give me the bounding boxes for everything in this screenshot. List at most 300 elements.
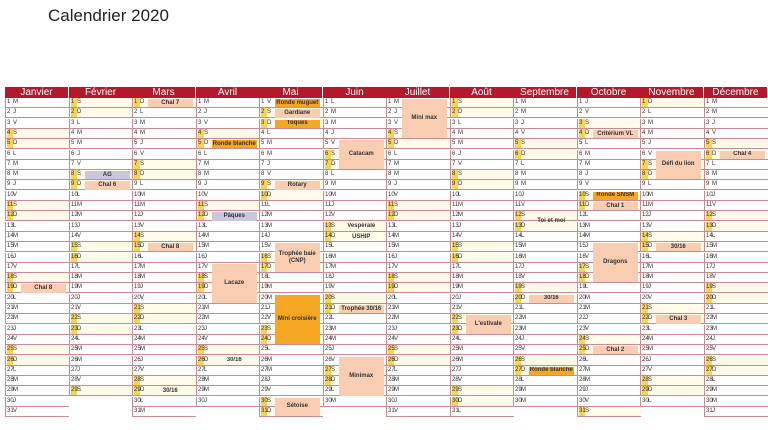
day-cell [196, 242, 260, 252]
day-number: 8 [642, 170, 648, 179]
day-cell [5, 180, 69, 190]
day-number: 18 [134, 274, 141, 281]
day-number: 1 [134, 98, 140, 107]
day-number: 16 [706, 253, 713, 260]
day-cell [704, 335, 768, 345]
day-cell [69, 253, 133, 263]
day-cell [704, 407, 768, 417]
weekday-letter: D [648, 387, 653, 394]
weekday-letter: D [204, 212, 209, 219]
weekday-letter: S [13, 346, 18, 353]
day-number: 24 [261, 335, 268, 342]
day-number: 3 [198, 119, 202, 126]
day-number: 23 [706, 325, 713, 332]
day-number: 19 [261, 284, 268, 291]
day-number: 14 [579, 232, 586, 239]
day-number: 6 [515, 150, 521, 159]
weekday-letter: M [140, 119, 145, 126]
day-number: 20 [642, 294, 649, 301]
weekday-letter: D [712, 150, 717, 157]
calendar-event[interactable]: Vespérale [347, 223, 376, 230]
weekday-letter: L [458, 335, 462, 342]
day-number: 23 [134, 325, 141, 332]
weekday-letter: L [267, 346, 271, 353]
day-number: 6 [642, 150, 646, 157]
day-number: 12 [706, 212, 713, 219]
day-number: 28 [7, 377, 14, 384]
day-cell [386, 407, 450, 417]
day-number: 5 [452, 140, 456, 147]
weekday-letter: S [204, 202, 209, 208]
weekday-letter: L [13, 222, 17, 229]
day-cell [640, 273, 704, 283]
calendar-event[interactable]: Défi du lion [656, 151, 701, 180]
weekday-letter: M [204, 171, 209, 178]
day-number: 2 [515, 109, 519, 116]
weekday-letter: J [204, 109, 207, 116]
day-number: 21 [71, 305, 78, 311]
weekday-letter: S [585, 119, 590, 126]
weekday-letter: J [140, 284, 143, 291]
day-cell [513, 232, 577, 242]
calendar-event[interactable]: Minimax [339, 357, 384, 396]
weekday-letter: D [331, 160, 336, 167]
day-number: 22 [7, 315, 14, 322]
calendar-event[interactable]: Critérium VL [593, 130, 638, 138]
calendar-event[interactable]: 30/16 [226, 357, 242, 364]
calendar-event[interactable]: Chal 8 [21, 284, 66, 292]
day-cell [132, 150, 196, 160]
month-header: Septembre [513, 87, 577, 98]
day-cell [577, 314, 641, 324]
day-number: 2 [198, 109, 202, 116]
day-number: 29 [71, 387, 78, 394]
weekday-letter: V [331, 356, 336, 363]
weekday-letter: D [521, 294, 526, 301]
weekday-letter: M [712, 243, 717, 250]
day-cell [386, 222, 450, 232]
weekday-letter: J [712, 408, 715, 414]
day-cell [386, 160, 450, 170]
weekday-letter: S [712, 356, 717, 363]
weekday-letter: J [648, 140, 651, 147]
day-cell [69, 139, 133, 149]
day-cell [132, 232, 196, 242]
day-number: 25 [515, 346, 522, 353]
calendar-event[interactable]: 30/16 [162, 388, 178, 395]
calendar-event[interactable]: Dragons [593, 243, 638, 282]
weekday-letter: D [458, 181, 463, 188]
day-cell [513, 160, 577, 170]
weekday-letter: J [13, 253, 16, 260]
day-number: 4 [134, 129, 138, 136]
calendar-event[interactable]: L'estivale [466, 315, 511, 334]
calendar-event[interactable]: Sétoise [275, 398, 320, 417]
weekday-letter: S [204, 129, 209, 136]
calendar-event[interactable]: Ronde blanche [529, 367, 573, 374]
day-number: 13 [579, 222, 586, 229]
weekday-letter: D [648, 243, 653, 250]
calendar-event[interactable]: Chal 3 [656, 315, 701, 323]
day-cell [69, 366, 133, 376]
weekday-letter: M [394, 232, 399, 239]
day-number: 25 [71, 346, 78, 353]
calendar-event[interactable]: Catacam [339, 140, 384, 169]
weekday-letter: M [77, 274, 82, 281]
weekday-letter: M [712, 181, 717, 188]
calendar-event[interactable]: Toques [275, 120, 320, 128]
day-number: 17 [71, 263, 78, 270]
weekday-letter: V [331, 284, 336, 291]
weekday-letter: J [77, 294, 80, 301]
calendar-event[interactable]: Chal 4 [720, 151, 765, 159]
day-number: 25 [706, 346, 713, 353]
day-cell [640, 253, 704, 263]
weekday-letter: D [140, 387, 145, 394]
weekday-letter: L [140, 181, 144, 188]
day-cell [704, 170, 768, 180]
day-cell [196, 325, 260, 335]
day-number: 20 [261, 294, 268, 301]
weekday-letter: S [331, 366, 336, 373]
weekday-letter: M [267, 284, 272, 291]
day-cell [5, 345, 69, 355]
day-cell [196, 386, 260, 396]
day-number: 3 [579, 119, 585, 128]
day-number: 10 [7, 191, 14, 198]
weekday-letter: V [204, 263, 209, 270]
day-number: 22 [71, 315, 78, 322]
weekday-letter: S [521, 140, 526, 147]
day-number: 21 [388, 305, 395, 311]
weekday-letter: V [585, 253, 590, 260]
day-number: 11 [7, 202, 14, 208]
day-cell [513, 335, 577, 345]
weekday-letter: V [585, 109, 590, 116]
day-cell [513, 180, 577, 190]
day-number: 22 [452, 315, 459, 322]
day-cell [132, 263, 196, 273]
day-number: 27 [706, 366, 713, 373]
day-cell [513, 253, 577, 263]
day-cell [132, 253, 196, 263]
weekday-letter: D [712, 294, 717, 301]
weekday-letter: D [13, 140, 18, 147]
calendar-event[interactable]: 30/16 [656, 243, 701, 251]
calendar-event[interactable]: Ronde muguet [276, 99, 319, 106]
day-number: 11 [134, 202, 141, 208]
day-number: 3 [515, 119, 519, 126]
weekday-letter: M [267, 222, 272, 229]
weekday-letter: L [648, 253, 652, 260]
day-cell [323, 273, 387, 283]
day-cell [5, 160, 69, 170]
calendar-event[interactable]: Ronde SNSM [593, 192, 638, 200]
day-number: 12 [515, 212, 522, 219]
weekday-letter: S [458, 171, 463, 178]
weekday-letter: V [394, 263, 399, 270]
day-number: 26 [261, 356, 268, 363]
day-number: 27 [452, 366, 459, 373]
weekday-letter: L [648, 109, 652, 116]
day-number: 7 [325, 160, 331, 169]
day-number: 21 [642, 305, 649, 311]
weekday-letter: V [77, 305, 82, 311]
weekday-letter: V [521, 202, 526, 208]
day-cell [450, 108, 514, 118]
day-number: 13 [7, 222, 14, 229]
calendar-event[interactable]: Rotary [275, 181, 320, 189]
day-cell [5, 294, 69, 304]
weekday-letter: D [648, 315, 653, 322]
calendar-event[interactable]: Chal 8 [148, 243, 193, 251]
day-cell [5, 150, 69, 160]
weekday-letter: V [13, 408, 18, 414]
calendar-event[interactable]: Gardiane [275, 109, 320, 117]
day-number: 11 [198, 202, 205, 208]
calendar-event[interactable]: Lacaze [212, 264, 257, 303]
calendar-event[interactable]: Mini max [402, 99, 447, 138]
day-cell [196, 335, 260, 345]
day-cell [704, 253, 768, 263]
weekday-letter: J [13, 397, 16, 404]
weekday-letter: S [13, 202, 18, 208]
weekday-letter: L [458, 263, 462, 270]
day-number: 9 [706, 181, 710, 188]
day-cell [69, 98, 133, 108]
weekday-letter: J [267, 160, 270, 167]
day-number: 18 [452, 274, 459, 281]
weekday-letter: S [13, 129, 18, 136]
day-number: 30 [579, 397, 586, 404]
day-cell [704, 325, 768, 335]
year-calendar-grid [5, 87, 767, 428]
weekday-letter: V [267, 387, 272, 394]
weekday-letter: S [458, 243, 463, 250]
calendar-event[interactable]: USHIP [352, 233, 371, 240]
day-cell [69, 325, 133, 335]
day-cell [196, 345, 260, 355]
day-number: 23 [515, 325, 522, 332]
weekday-letter: S [585, 191, 590, 198]
calendar-event[interactable]: Pâques [212, 212, 257, 220]
day-cell [640, 283, 704, 293]
day-number: 5 [388, 139, 394, 148]
day-cell [577, 325, 641, 335]
weekday-letter: M [521, 99, 526, 105]
weekday-letter: M [585, 160, 590, 167]
day-cell [513, 170, 577, 180]
weekday-letter: M [585, 232, 590, 239]
day-number: 23 [579, 325, 586, 332]
day-number: 15 [452, 243, 459, 250]
day-number: 18 [515, 274, 522, 281]
day-number: 29 [452, 387, 459, 394]
day-number: 10 [198, 191, 205, 198]
calendar-event[interactable]: Chal 2 [593, 346, 638, 354]
day-number: 6 [579, 150, 583, 157]
weekday-letter: M [521, 243, 526, 250]
weekday-letter: M [77, 140, 82, 147]
weekday-letter: M [585, 305, 590, 311]
weekday-letter: M [712, 109, 717, 116]
day-number: 29 [261, 387, 268, 394]
weekday-letter: L [394, 150, 398, 157]
day-number: 24 [452, 335, 459, 342]
day-number: 26 [515, 356, 522, 363]
day-cell [323, 283, 387, 293]
day-cell [5, 356, 69, 366]
day-number: 24 [642, 335, 649, 342]
day-cell [704, 160, 768, 170]
day-cell [640, 191, 704, 201]
day-number: 19 [452, 284, 459, 291]
day-number: 19 [134, 284, 141, 291]
calendar-event[interactable]: Trophée baie (CNP) [275, 243, 320, 272]
day-cell [132, 108, 196, 118]
day-number: 12 [579, 212, 586, 219]
month-header: Octobre [577, 87, 641, 98]
weekday-letter: V [585, 397, 590, 404]
weekday-letter: S [140, 377, 145, 384]
day-number: 10 [452, 191, 459, 198]
calendar-event[interactable]: Ronde blanche [212, 140, 256, 147]
weekday-letter: L [712, 377, 716, 384]
day-number: 27 [515, 366, 522, 373]
day-number: 13 [198, 222, 205, 229]
weekday-letter: L [204, 294, 208, 301]
weekday-letter: S [77, 171, 82, 178]
day-number: 6 [325, 150, 331, 159]
day-cell [5, 325, 69, 335]
day-cell [640, 129, 704, 139]
weekday-letter: S [458, 315, 463, 322]
weekday-letter: J [521, 335, 524, 342]
day-cell [704, 201, 768, 211]
weekday-letter: J [648, 284, 651, 291]
weekday-letter: M [267, 212, 272, 219]
weekday-letter: L [204, 366, 208, 373]
weekday-letter: J [13, 109, 16, 116]
day-cell [69, 191, 133, 201]
day-number: 18 [261, 274, 268, 281]
day-number: 28 [198, 377, 205, 384]
calendar-event[interactable]: 30/16 [529, 295, 574, 303]
day-number: 3 [134, 119, 138, 126]
day-cell [450, 304, 514, 314]
calendar-event[interactable]: AG [85, 171, 130, 179]
weekday-letter: J [458, 366, 461, 373]
day-number: 22 [388, 315, 395, 322]
weekday-letter: J [204, 397, 207, 404]
weekday-letter: V [331, 212, 336, 219]
calendar-title: Calendrier 2020 [48, 6, 169, 25]
weekday-letter: D [77, 181, 82, 188]
day-number: 28 [579, 377, 586, 384]
day-number: 15 [7, 243, 14, 250]
day-number: 21 [452, 305, 459, 311]
weekday-letter: D [394, 212, 399, 219]
calendar-event[interactable]: Mini croisière [275, 295, 320, 345]
weekday-letter: L [712, 160, 716, 167]
day-number: 5 [198, 139, 204, 148]
day-number: 22 [261, 315, 268, 322]
weekday-letter: M [648, 335, 653, 342]
day-cell [386, 263, 450, 273]
day-number: 2 [261, 108, 267, 117]
weekday-letter: M [140, 202, 145, 208]
weekday-letter: S [521, 212, 526, 219]
weekday-letter: M [331, 119, 336, 126]
day-cell [450, 119, 514, 129]
weekday-letter: M [77, 356, 82, 363]
day-number: 12 [71, 212, 78, 219]
day-cell [69, 304, 133, 314]
calendar-event[interactable]: Toi et moi [537, 218, 566, 225]
day-cell [132, 191, 196, 201]
weekday-letter: S [140, 160, 145, 167]
weekday-letter: D [648, 171, 653, 178]
calendar-event[interactable]: Chal 1 [593, 202, 638, 210]
day-cell [640, 356, 704, 366]
day-number: 21 [706, 305, 713, 311]
day-cell [5, 191, 69, 201]
weekday-letter: M [585, 150, 590, 157]
day-number: 9 [325, 181, 329, 188]
day-number: 27 [325, 366, 332, 373]
day-number: 15 [71, 243, 78, 250]
day-number: 23 [388, 325, 395, 332]
day-cell [5, 407, 69, 417]
day-cell [323, 170, 387, 180]
day-cell [69, 386, 133, 396]
calendar-event[interactable]: Chal 6 [85, 181, 130, 189]
day-cell [577, 211, 641, 221]
day-number: 18 [642, 274, 649, 281]
day-number: 21 [134, 305, 141, 311]
day-cell [69, 376, 133, 386]
day-number: 3 [261, 119, 267, 128]
day-number: 9 [579, 181, 583, 188]
day-number: 18 [706, 274, 713, 281]
weekday-letter: V [585, 325, 590, 332]
day-number: 7 [452, 160, 456, 167]
day-number: 17 [198, 263, 205, 270]
day-number: 20 [452, 294, 459, 301]
calendar-event[interactable]: Trophée 30/16 [339, 305, 384, 313]
day-number: 29 [642, 387, 649, 394]
weekday-letter: S [267, 397, 272, 404]
weekday-letter: V [521, 346, 526, 353]
day-cell [386, 335, 450, 345]
day-cell [450, 345, 514, 355]
weekday-letter: V [648, 294, 653, 301]
weekday-letter: M [521, 171, 526, 178]
day-cell [196, 98, 260, 108]
day-number: 15 [388, 243, 395, 250]
day-number: 29 [388, 387, 395, 394]
day-cell [450, 294, 514, 304]
day-cell [450, 366, 514, 376]
day-number: 23 [261, 325, 268, 332]
day-cell [704, 222, 768, 232]
weekday-letter: M [394, 387, 399, 394]
day-cell [259, 273, 323, 283]
day-number: 19 [7, 284, 14, 291]
weekday-letter: V [267, 99, 272, 105]
day-cell [450, 273, 514, 283]
calendar-event[interactable]: Chal 7 [148, 99, 193, 107]
